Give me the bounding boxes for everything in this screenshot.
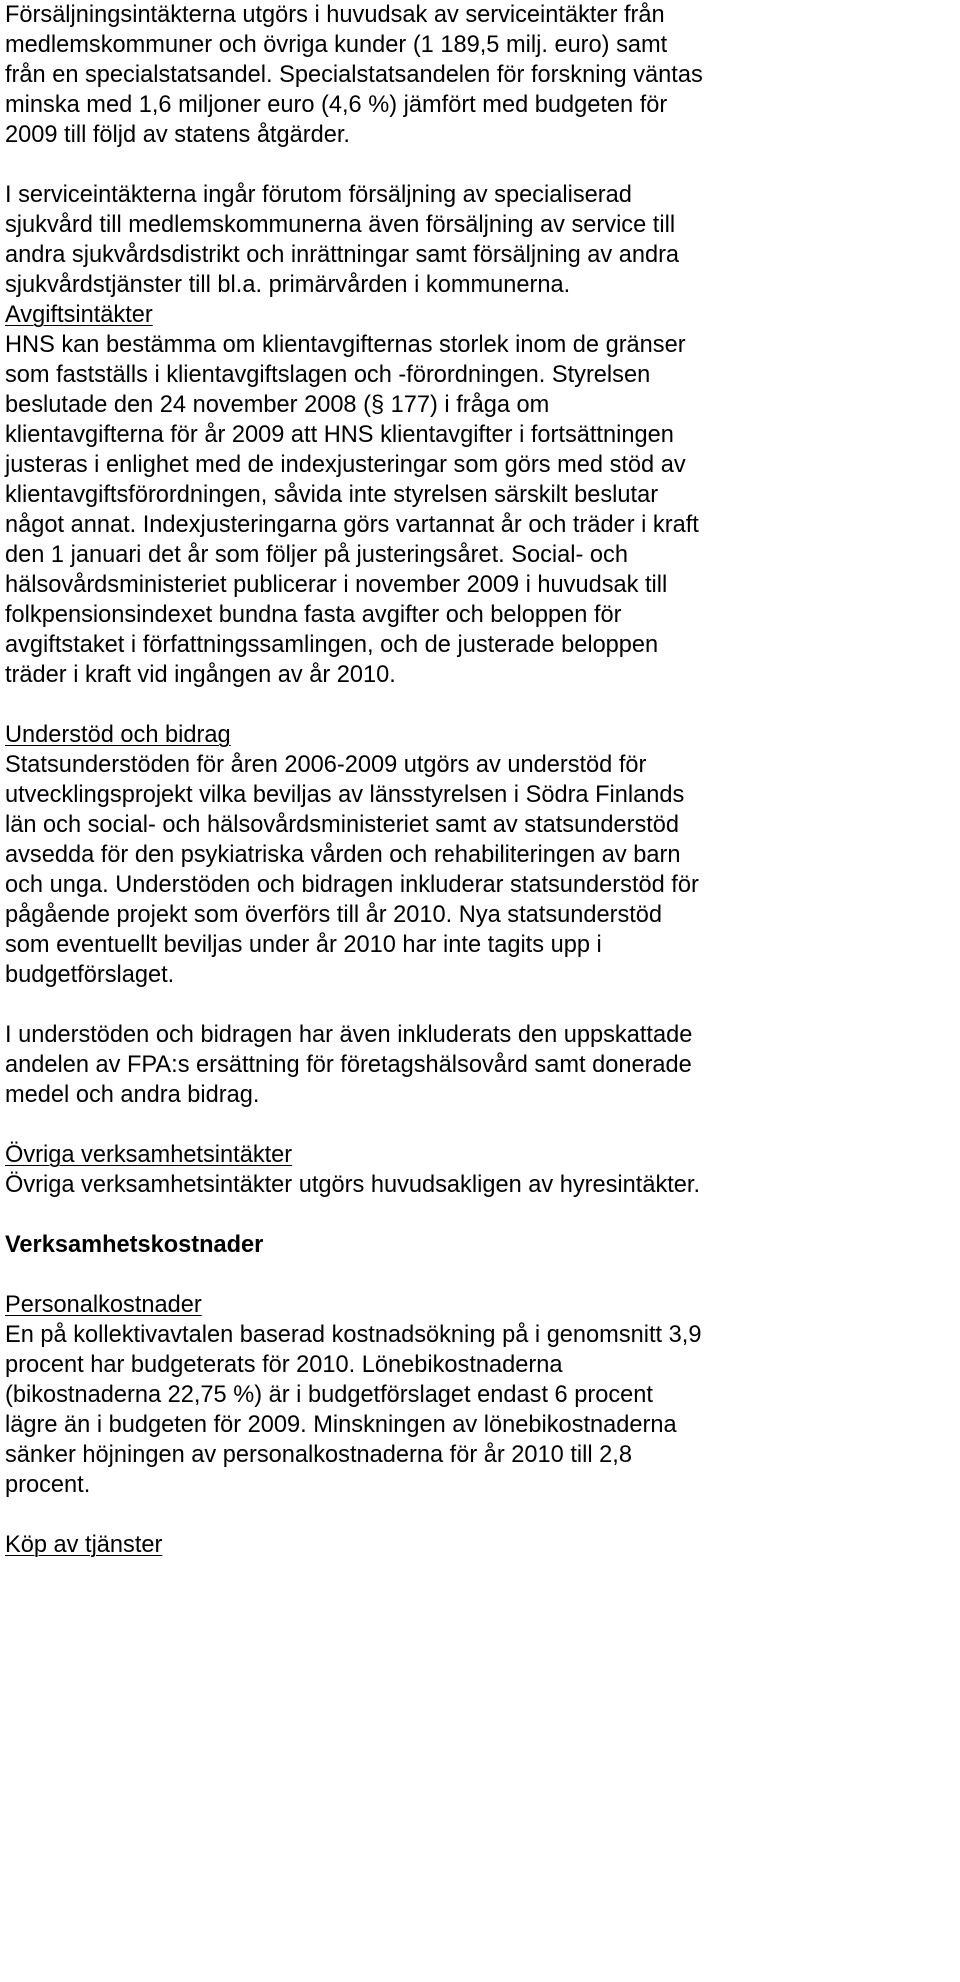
text-line: som fastställs i klientavgiftslagen och -förordningen. Styrelsen [5,362,651,388]
paragraph-forsaljningsintakter [5,0,955,150]
paragraph-gap [5,1500,955,1530]
text-line: utvecklingsprojekt vilka beviljas av länsstyrelsen i Södra Finlands [5,782,685,808]
text-line: från en specialstatsandel. Specialstatsandelen för forskning väntas [5,62,703,88]
paragraph-gap [5,990,955,1020]
section-ovriga-verksamhetsintakter [5,1140,955,1200]
text-line: sjukvårdstjänster till bl.a. primärvården i kommunerna. [5,272,571,298]
text-line: träder i kraft vid ingången av år 2010. [5,662,396,688]
text-line: Statsunderstöden för åren 2006-2009 utgörs av understöd för [5,752,647,778]
section-avgiftsintakter [5,300,955,690]
text-line: sjukvård till medlemskommunerna även försäljning av service till [5,212,676,238]
text-line: I serviceintäkterna ingår förutom försäljning av specialiserad [5,182,632,208]
text-line: medlemskommuner och övriga kunder (1 189,5 milj. euro) samt [5,32,668,58]
text-line: (bikostnaderna 22,75 %) är i budgetförslaget endast 6 procent [5,1382,653,1408]
heading-kop-av-tjanster: Köp av tjänster [5,1532,163,1558]
paragraph-gap [5,1110,955,1140]
paragraph-serviceintakter [5,180,955,300]
text-line: sänker höjningen av personalkostnaderna för år 2010 till 2,8 [5,1442,632,1468]
paragraph-fpa-ersattning [5,1020,955,1110]
text-line: andelen av FPA:s ersättning för företagshälsovård samt donerade [5,1052,692,1078]
text-line: minska med 1,6 miljoner euro (4,6 %) jämfört med budgeten för [5,92,668,118]
text-line: och unga. Understöden och bidragen inkluderar statsunderstöd för [5,872,699,898]
text-line: något annat. Indexjusteringarna görs vartannat år och träder i kraft [5,512,699,538]
paragraph-gap [5,1200,955,1230]
text-line: budgetförslaget. [5,962,175,988]
text-line: hälsovårdsministeriet publicerar i november 2009 i huvudsak till [5,572,668,598]
text-line: som eventuellt beviljas under år 2010 har inte tagits upp i [5,932,602,958]
paragraph-gap [5,150,955,180]
section-understod-och-bidrag [5,720,955,990]
text-line: län och social- och hälsovårdsministeriet samt av statsunderstöd [5,812,680,838]
text-line: En på kollektivavtalen baserad kostnadsökning på i genomsnitt 3,9 [5,1322,702,1348]
section-kop-av-tjanster [5,1530,955,1560]
text-line: HNS kan bestämma om klientavgifternas storlek inom de gränser [5,332,686,358]
text-line: procent har budgeterats för 2010. Lönebikostnaderna [5,1352,563,1378]
heading-verksamhetskostnader: Verksamhetskostnader [5,1232,264,1258]
text-line: klientavgifterna för år 2009 att HNS klientavgifter i fortsättningen [5,422,674,448]
paragraph-gap [5,690,955,720]
heading-ovriga-verksamhetsintakter: Övriga verksamhetsintäkter [5,1142,293,1168]
text-line: den 1 januari det år som följer på justeringsåret. Social- och [5,542,628,568]
paragraph-gap [5,1260,955,1290]
text-line: lägre än i budgeten för 2009. Minskningen av lönebikostnaderna [5,1412,677,1438]
text-line: klientavgiftsförordningen, såvida inte styrelsen särskilt beslutar [5,482,659,508]
document-page [5,0,955,1560]
section-verksamhetskostnader [5,1230,955,1260]
text-line: 2009 till följd av statens åtgärder. [5,122,350,148]
text-line: beslutade den 24 november 2008 (§ 177) i fråga om [5,392,550,418]
text-line: Övriga verksamhetsintäkter utgörs huvudsakligen av hyresintäkter. [5,1172,701,1198]
text-line: andra sjukvårdsdistrikt och inrättningar samt försäljning av andra [5,242,680,268]
text-line: Försäljningsintäkterna utgörs i huvudsak av serviceintäkter från [5,2,665,28]
text-line: procent. [5,1472,91,1498]
heading-avgiftsintakter: Avgiftsintäkter [5,302,153,328]
section-personalkostnader [5,1290,955,1500]
text-line: I understöden och bidragen har även inkluderats den uppskattade [5,1022,693,1048]
heading-understod-och-bidrag: Understöd och bidrag [5,722,231,748]
heading-personalkostnader: Personalkostnader [5,1292,202,1318]
text-line: justeras i enlighet med de indexjusteringar som görs med stöd av [5,452,686,478]
text-line: avsedda för den psykiatriska vården och rehabiliteringen av barn [5,842,681,868]
text-line: avgiftstaket i författningssamlingen, och de justerade beloppen [5,632,659,658]
text-line: medel och andra bidrag. [5,1082,260,1108]
text-line: pågående projekt som överförs till år 2010. Nya statsunderstöd [5,902,663,928]
text-line: folkpensionsindexet bundna fasta avgifter och beloppen för [5,602,622,628]
